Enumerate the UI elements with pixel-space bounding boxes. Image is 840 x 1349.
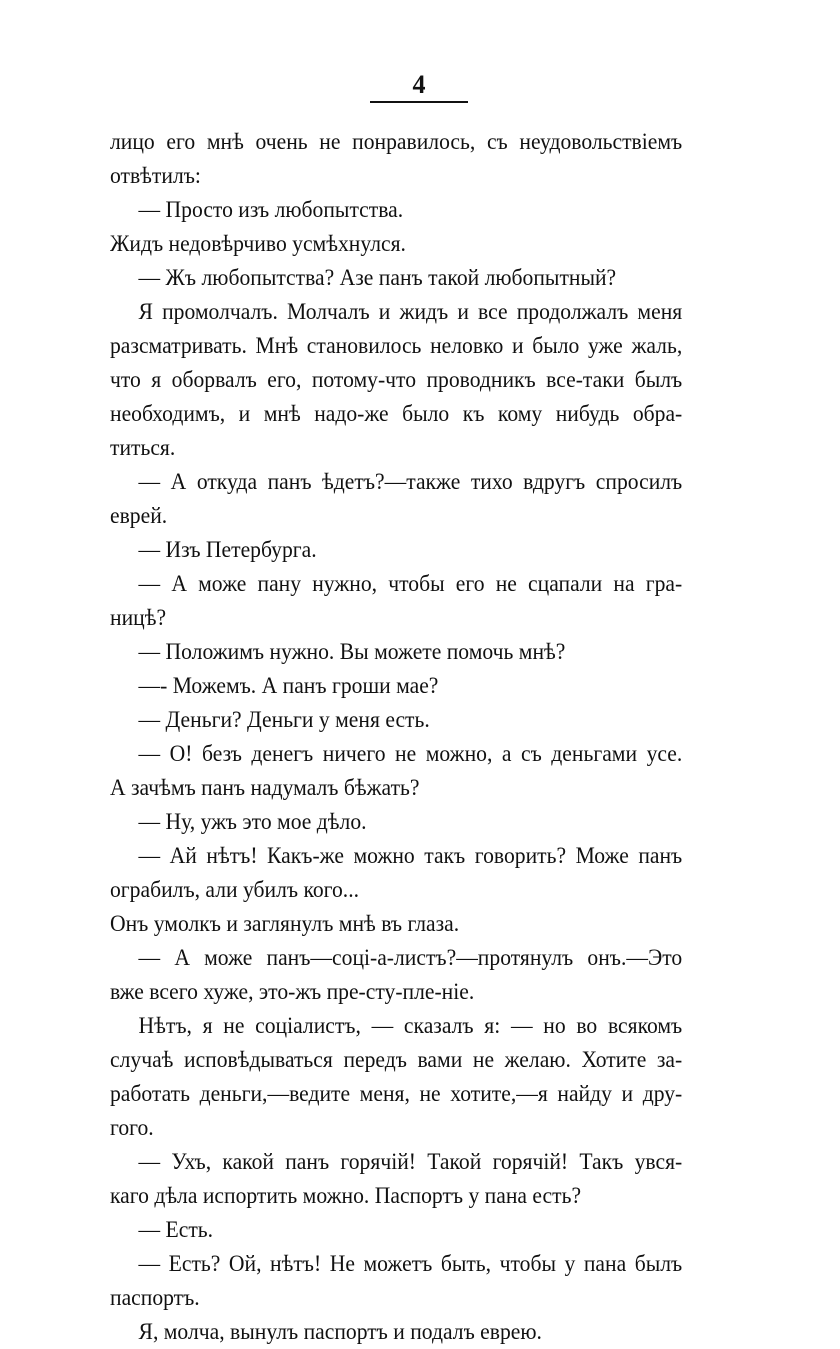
body-text <box>110 125 682 1349</box>
text-line: — Ну, ужъ это мое дѣло. <box>138 809 367 835</box>
text-line: Жидъ недовѣрчиво усмѣхнулся. <box>110 231 406 257</box>
text-line: — Жъ любопытства? Азе панъ такой любопытный? <box>138 265 617 291</box>
text-line: Онъ умолкъ и заглянулъ мнѣ въ глаза. <box>110 911 460 937</box>
text-line: необходимъ, и мнѣ надо-же было къ кому нибудь обра- <box>110 401 683 427</box>
header-rule <box>370 101 468 103</box>
text-line: —- Можемъ. А панъ гроши мае? <box>138 673 439 699</box>
text-line: — Положимъ нужно. Вы можете помочь мнѣ? <box>138 639 566 665</box>
text-line: ницѣ? <box>110 605 167 631</box>
text-line: Я, молча, вынулъ паспортъ и подалъ еврею. <box>138 1319 542 1345</box>
text-line: — Есть. <box>138 1217 214 1243</box>
text-line: — А откуда панъ ѣдетъ?—также тихо вдругъ спросилъ <box>138 469 683 495</box>
text-line: — А може пану нужно, чтобы его не сцапали на гра- <box>138 571 683 597</box>
text-line: Я промолчалъ. Молчалъ и жидъ и все продолжалъ меня <box>138 299 683 325</box>
text-line: ограбилъ, али убилъ кого... <box>110 877 360 903</box>
text-line: что я оборвалъ его, потому-что проводникъ все-таки былъ <box>110 367 683 393</box>
text-line: разсматривать. Мнѣ становилось неловко и было уже жаль, <box>110 333 683 359</box>
text-line: каго дѣла испортить можно. Паспортъ у пана есть? <box>110 1183 582 1209</box>
text-line: А зачѣмъ панъ надумалъ бѣжать? <box>110 775 420 801</box>
text-line: — О! безъ денегъ ничего не можно, а съ деньгами усе. <box>138 741 683 767</box>
text-line: титься. <box>110 435 176 461</box>
text-line: Нѣтъ, я не соціалистъ, — сказалъ я: — но во всякомъ <box>138 1013 683 1039</box>
text-line: работать деньги,—ведите меня, не хотите,—я найду и дру- <box>110 1081 683 1107</box>
text-line: отвѣтилъ: <box>110 163 201 189</box>
text-line: гого. <box>110 1115 154 1141</box>
text-line: еврей. <box>110 503 168 529</box>
page-number: 4 <box>412 70 426 99</box>
text-line: — Изъ Петербурга. <box>138 537 317 563</box>
text-line: паспортъ. <box>110 1285 200 1311</box>
text-line: — Ай нѣтъ! Какъ-же можно такъ говорить? Може панъ <box>138 843 683 869</box>
text-line: — А може панъ—соці-а-листъ?—протянулъ онъ.—Это <box>138 945 683 971</box>
text-line: — Есть? Ой, нѣтъ! Не можетъ быть, чтобы у пана былъ <box>138 1251 683 1277</box>
text-line: — Ухъ, какой панъ горячій! Такой горячій! Такъ увся- <box>138 1149 683 1175</box>
text-line: — Просто изъ любопытства. <box>138 197 404 223</box>
text-line: — Деньги? Деньги у меня есть. <box>138 707 430 733</box>
text-line: вже всего хуже, это-жъ пре-сту-пле-ніе. <box>110 979 475 1005</box>
text-line: лицо его мнѣ очень не понравилось, съ неудовольствіемъ <box>110 129 683 155</box>
text-line: случаѣ исповѣдываться передъ вами не желаю. Хотите за- <box>110 1047 683 1073</box>
